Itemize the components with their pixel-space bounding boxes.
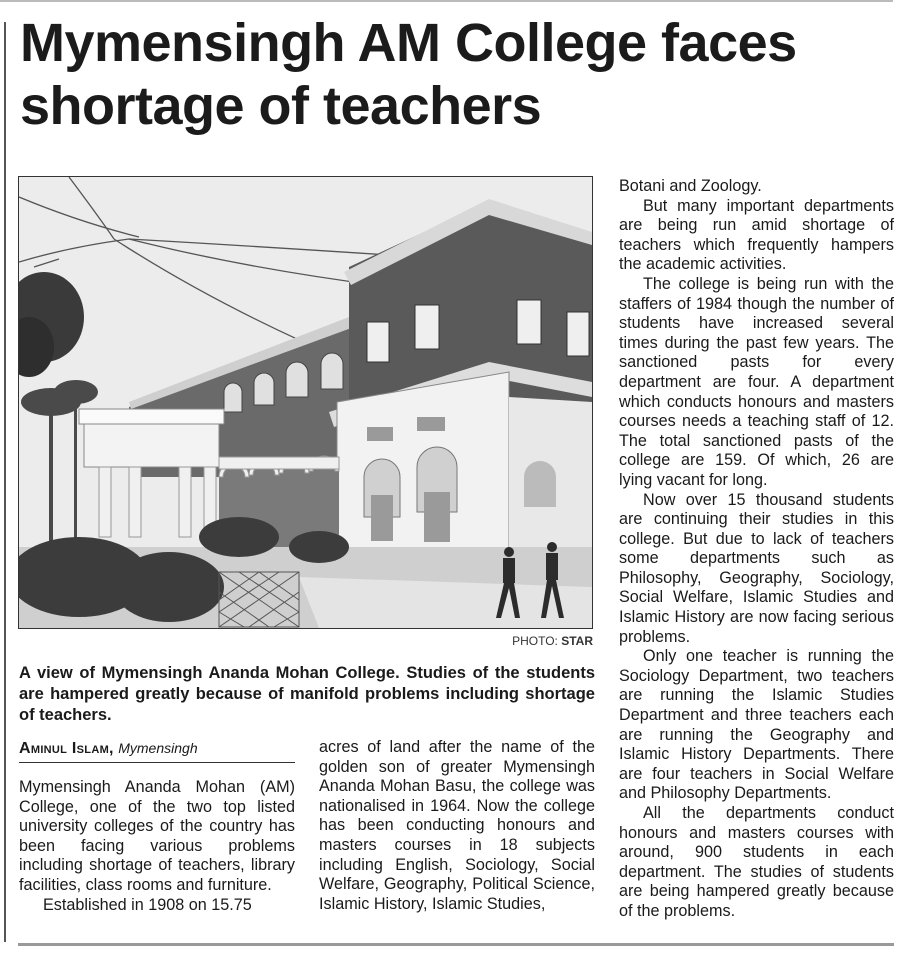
article-column-1 <box>19 778 295 915</box>
photo-credit-label: PHOTO: <box>512 634 558 648</box>
photo-credit <box>430 634 593 648</box>
top-rule <box>0 0 893 2</box>
byline <box>19 740 295 763</box>
photo-credit-source: STAR <box>561 634 593 648</box>
paragraph: Only one teacher is running the Sociology Department, two teachers are running the Islamic Studies Department and three teachers each are running the Geography and Islamic History Departments. There are four teachers in Social Welfare and Philosophy Departments. <box>619 647 894 803</box>
paragraph: The college is being run with the staffers of 1984 though the number of students have increased several times during the past few years. The sanctioned pasts for every department are four. A department which conducts honours and masters courses needs a teaching staff of 12. The total sanctioned pasts of the college are 159. Of which, 26 are lying vacant for long. <box>619 274 894 489</box>
photo-caption: A view of Mymensingh Ananda Mohan College. Studies of the students are hampered greatly because of manifold problems including shortage of teachers. <box>19 664 595 724</box>
article-column-2 <box>319 738 595 914</box>
bottom-rule <box>18 943 894 946</box>
byline-author: Aminul Islam, <box>19 740 114 757</box>
paragraph: But many important departments are being run amid shortage of teachers which frequently hampers the academic activities. <box>619 196 894 274</box>
paragraph: Mymensingh Ananda Mohan (AM) College, one of the two top listed university colleges of the country has been facing various problems including shortage of teachers, library facilities, class rooms and furniture. <box>19 778 295 894</box>
headline: Mymensingh AM College faces shortage of teachers <box>20 13 797 136</box>
paragraph: acres of land after the name of the golden son of greater Mymensingh Ananda Mohan Basu, the college was nationalised in 1964. Now the college has been conducting honours and masters courses in 18 subjects including English, Sociology, Social Welfare, Geography, Political Science, Islamic History, Islamic Studies, <box>319 738 595 913</box>
paragraph: Botani and Zoology. <box>619 177 762 195</box>
paragraph: Now over 15 thousand students are continuing their studies in this college. But due to lack of teachers some departments such as Philosophy, Geography, Sociology, Social Welfare, Islamic Studies and Islamic History are now facing serious problems. <box>619 490 894 646</box>
byline-place: Mymensingh <box>118 740 198 756</box>
left-rule <box>4 22 6 942</box>
paragraph: All the departments conduct honours and masters courses with around, 900 students in each department. The studies of students are being hampered greatly because of the problems. <box>619 804 894 920</box>
paragraph: Established in 1908 on 15.75 <box>43 895 252 914</box>
article-column-3 <box>619 177 894 922</box>
college-building-photo <box>18 176 593 629</box>
